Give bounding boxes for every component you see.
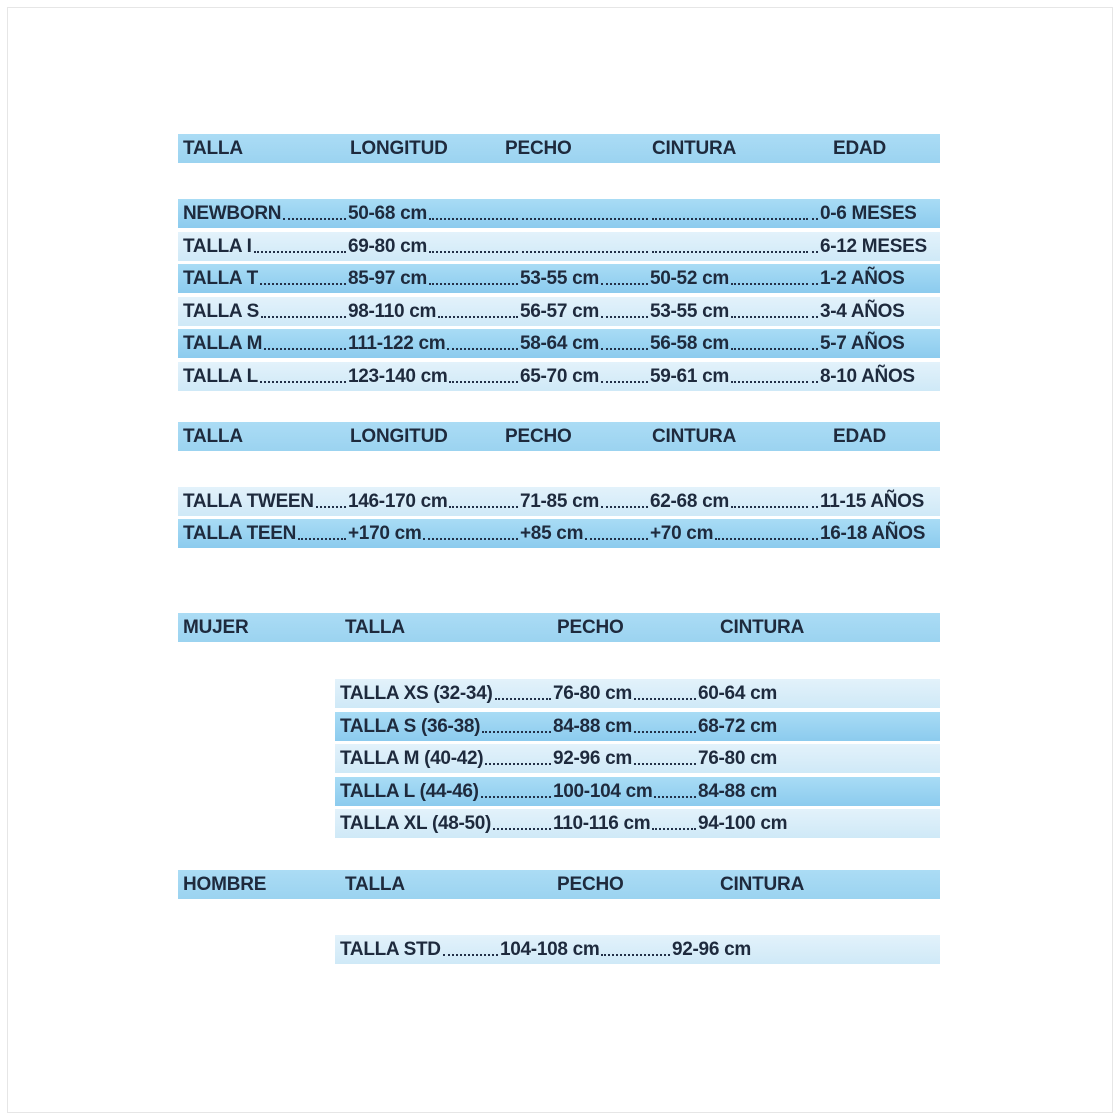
dot-leader	[654, 796, 696, 798]
size-value-cell	[650, 329, 810, 358]
size-value: 53-55 cm	[650, 300, 729, 322]
dot-leader	[449, 506, 518, 508]
size-value: 50-52 cm	[650, 268, 729, 289]
size-label-cell	[335, 712, 553, 741]
dot-leader	[812, 506, 818, 508]
size-label-cell	[335, 809, 553, 838]
dot-leader	[254, 251, 346, 253]
dot-leader	[634, 698, 696, 700]
size-value-cell	[650, 487, 810, 516]
size-value: 110-116 cm	[553, 813, 651, 834]
dot-leader	[485, 763, 551, 765]
size-value-cell	[348, 297, 520, 326]
size-value: 56-58 cm	[650, 333, 729, 354]
column-header-longitud: LONGITUD	[350, 425, 448, 447]
size-value: +70 cm	[650, 523, 714, 544]
size-label: TALLA S	[183, 300, 259, 322]
size-row	[335, 712, 940, 741]
dot-leader	[260, 381, 346, 383]
column-header-edad: EDAD	[833, 138, 887, 159]
size-value-cell	[650, 362, 810, 391]
size-label-cell	[178, 519, 348, 548]
dot-leader	[449, 381, 518, 383]
size-value-cell	[520, 329, 650, 358]
size-value-cell	[810, 264, 940, 293]
column-header-pecho: PECHO	[505, 138, 572, 159]
size-value: 62-68 cm	[650, 490, 729, 512]
women-table-header	[178, 613, 940, 642]
dot-leader	[522, 251, 648, 253]
size-value-cell	[520, 264, 650, 293]
dot-leader	[601, 283, 648, 285]
size-value: +170 cm	[348, 523, 422, 544]
size-value: 11-15 AÑOS	[820, 490, 925, 512]
size-value-cell	[520, 199, 650, 228]
size-value: 60-64 cm	[698, 683, 777, 704]
size-value: 5-7 AÑOS	[820, 333, 905, 354]
dot-leader	[731, 283, 808, 285]
size-value-cell	[698, 744, 940, 773]
men-size-table	[178, 870, 940, 964]
size-row	[178, 362, 940, 391]
size-label: TALLA L (44-46)	[340, 780, 479, 802]
size-value-cell	[553, 679, 698, 708]
size-value-cell	[348, 362, 520, 391]
dot-leader	[429, 251, 518, 253]
size-value: 3-4 AÑOS	[820, 300, 905, 322]
size-row	[335, 809, 940, 838]
column-header-hombre: HOMBRE	[183, 873, 267, 895]
dot-leader	[522, 218, 648, 220]
dot-leader	[812, 283, 818, 285]
tween-teen-table-header	[178, 422, 940, 451]
column-header-longitud: LONGITUD	[350, 138, 448, 159]
size-row	[178, 519, 940, 548]
men-table-rows	[335, 935, 940, 964]
size-value-cell	[650, 199, 810, 228]
size-value: 85-97 cm	[348, 268, 427, 289]
size-value-cell	[698, 679, 940, 708]
size-value: 69-80 cm	[348, 235, 427, 257]
size-value: 56-57 cm	[520, 300, 599, 322]
dot-leader	[482, 731, 551, 733]
size-label-cell	[178, 329, 348, 358]
dot-leader	[812, 316, 818, 318]
dot-leader	[731, 316, 808, 318]
size-chart	[178, 134, 940, 967]
column-header-edad: EDAD	[833, 425, 887, 447]
size-value: 65-70 cm	[520, 365, 599, 387]
size-value: 59-61 cm	[650, 365, 729, 387]
dot-leader	[585, 538, 648, 540]
size-label: TALLA I	[183, 235, 252, 257]
size-label: NEWBORN	[183, 203, 282, 224]
column-header-talla: TALLA	[183, 138, 243, 159]
women-table-rows	[335, 679, 940, 838]
size-row	[178, 232, 940, 261]
dot-leader	[652, 218, 808, 220]
size-value: 76-80 cm	[553, 683, 632, 704]
column-header-pecho: PECHO	[557, 617, 624, 638]
size-label: TALLA M (40-42)	[340, 748, 484, 769]
size-label-cell	[178, 264, 348, 293]
dot-leader	[429, 283, 518, 285]
size-value-cell	[348, 264, 520, 293]
dot-leader	[481, 796, 551, 798]
kids-size-table	[178, 134, 940, 391]
dot-leader	[493, 828, 551, 830]
column-header-talla: TALLA	[183, 425, 243, 447]
size-value-cell	[698, 809, 940, 838]
size-label: TALLA XS (32-34)	[340, 683, 493, 704]
dot-leader	[495, 698, 552, 700]
column-header-cintura: CINTURA	[720, 873, 805, 895]
size-row	[335, 935, 940, 964]
size-value: 104-108 cm	[500, 938, 600, 960]
size-value-cell	[810, 487, 940, 516]
column-header-pecho: PECHO	[505, 425, 572, 447]
size-label: TALLA T	[183, 268, 258, 289]
size-value-cell	[520, 297, 650, 326]
size-value: 84-88 cm	[553, 715, 632, 737]
dot-leader	[731, 506, 808, 508]
size-value-cell	[553, 777, 698, 806]
size-row	[335, 744, 940, 773]
size-value-cell	[553, 712, 698, 741]
kids-table-rows	[178, 199, 940, 391]
size-label: TALLA L	[183, 365, 258, 387]
column-header-cintura: CINTURA	[720, 617, 805, 638]
dot-leader	[812, 381, 818, 383]
dot-leader	[298, 538, 346, 540]
size-value-cell	[348, 519, 520, 548]
size-value-cell	[698, 712, 940, 741]
dot-leader	[731, 381, 808, 383]
men-table-header	[178, 870, 940, 899]
size-value-cell	[553, 744, 698, 773]
dot-leader	[601, 506, 648, 508]
column-header-mujer: MUJER	[183, 617, 249, 638]
size-row	[178, 487, 940, 516]
size-label-cell	[335, 744, 553, 773]
dot-leader	[601, 348, 648, 350]
dot-leader	[715, 538, 808, 540]
size-value-cell	[650, 519, 810, 548]
size-value: 76-80 cm	[698, 748, 777, 769]
dot-leader	[443, 954, 498, 956]
size-value-cell	[650, 264, 810, 293]
size-value: 8-10 AÑOS	[820, 365, 915, 387]
size-row	[335, 679, 940, 708]
dot-leader	[316, 506, 346, 508]
size-value-cell	[500, 935, 672, 964]
dot-leader	[634, 763, 696, 765]
size-value-cell	[348, 199, 520, 228]
size-label-cell	[178, 362, 348, 391]
column-header-cintura: CINTURA	[652, 138, 737, 159]
size-value-cell	[520, 487, 650, 516]
size-value: 0-6 MESES	[820, 203, 917, 224]
size-value: 111-122 cm	[348, 333, 446, 354]
size-value-cell	[810, 199, 940, 228]
dot-leader	[260, 283, 346, 285]
dot-leader	[447, 348, 518, 350]
size-value-cell	[348, 329, 520, 358]
column-header-pecho: PECHO	[557, 873, 624, 895]
size-row	[178, 264, 940, 293]
size-value-cell	[553, 809, 698, 838]
size-row	[178, 329, 940, 358]
size-label: TALLA STD	[340, 938, 441, 960]
dot-leader	[601, 316, 648, 318]
dot-leader	[634, 731, 696, 733]
size-label-cell	[178, 232, 348, 261]
dot-leader	[429, 218, 518, 220]
dot-leader	[438, 316, 518, 318]
size-value-cell	[810, 232, 940, 261]
dot-leader	[812, 251, 818, 253]
dot-leader	[812, 348, 818, 350]
size-label: TALLA XL (48-50)	[340, 813, 492, 834]
size-value: 6-12 MESES	[820, 235, 927, 257]
dot-leader	[283, 218, 346, 220]
size-value: 94-100 cm	[698, 813, 788, 834]
size-value: 68-72 cm	[698, 715, 777, 737]
size-label-cell	[178, 297, 348, 326]
tween-teen-table-rows	[178, 487, 940, 549]
size-label-cell	[335, 679, 553, 708]
size-row	[178, 297, 940, 326]
size-value-cell	[810, 519, 940, 548]
dot-leader	[423, 538, 518, 540]
size-label-cell	[178, 487, 348, 516]
dot-leader	[601, 954, 670, 956]
size-value-cell	[650, 232, 810, 261]
size-row	[335, 777, 940, 806]
size-value-cell	[348, 487, 520, 516]
size-value: 58-64 cm	[520, 333, 599, 354]
size-value-cell	[698, 777, 940, 806]
dot-leader	[601, 381, 648, 383]
size-value: 92-96 cm	[553, 748, 632, 769]
column-header-talla: TALLA	[345, 873, 405, 895]
size-label-cell	[178, 199, 348, 228]
size-value: 71-85 cm	[520, 490, 599, 512]
dot-leader	[261, 316, 346, 318]
dot-leader	[731, 348, 808, 350]
column-header-cintura: CINTURA	[652, 425, 737, 447]
size-label: TALLA TWEEN	[183, 490, 314, 512]
dot-leader	[264, 348, 346, 350]
size-value: 92-96 cm	[672, 938, 751, 960]
size-value: +85 cm	[520, 523, 584, 544]
women-size-table	[178, 613, 940, 838]
size-value-cell	[810, 329, 940, 358]
tween-teen-size-table	[178, 422, 940, 549]
size-value-cell	[520, 362, 650, 391]
size-value: 100-104 cm	[553, 780, 653, 802]
size-label: TALLA M	[183, 333, 263, 354]
size-value: 98-110 cm	[348, 300, 437, 322]
size-value-cell	[650, 297, 810, 326]
size-label-cell	[335, 777, 553, 806]
size-value-cell	[348, 232, 520, 261]
dot-leader	[652, 251, 808, 253]
size-value: 53-55 cm	[520, 268, 599, 289]
size-value-cell	[520, 519, 650, 548]
size-label-cell	[335, 935, 500, 964]
size-value: 50-68 cm	[348, 203, 427, 224]
size-value-cell	[810, 297, 940, 326]
size-value-cell	[810, 362, 940, 391]
size-value: 123-140 cm	[348, 365, 448, 387]
dot-leader	[812, 538, 818, 540]
size-value: 16-18 AÑOS	[820, 523, 926, 544]
size-value-cell	[520, 232, 650, 261]
size-label: TALLA TEEN	[183, 523, 297, 544]
size-value-cell	[672, 935, 940, 964]
size-label: TALLA S (36-38)	[340, 715, 481, 737]
size-value: 84-88 cm	[698, 780, 777, 802]
size-value: 1-2 AÑOS	[820, 268, 905, 289]
column-header-talla: TALLA	[345, 617, 405, 638]
size-value: 146-170 cm	[348, 490, 448, 512]
dot-leader	[812, 218, 818, 220]
dot-leader	[652, 828, 696, 830]
size-row	[178, 199, 940, 228]
kids-table-header	[178, 134, 940, 163]
